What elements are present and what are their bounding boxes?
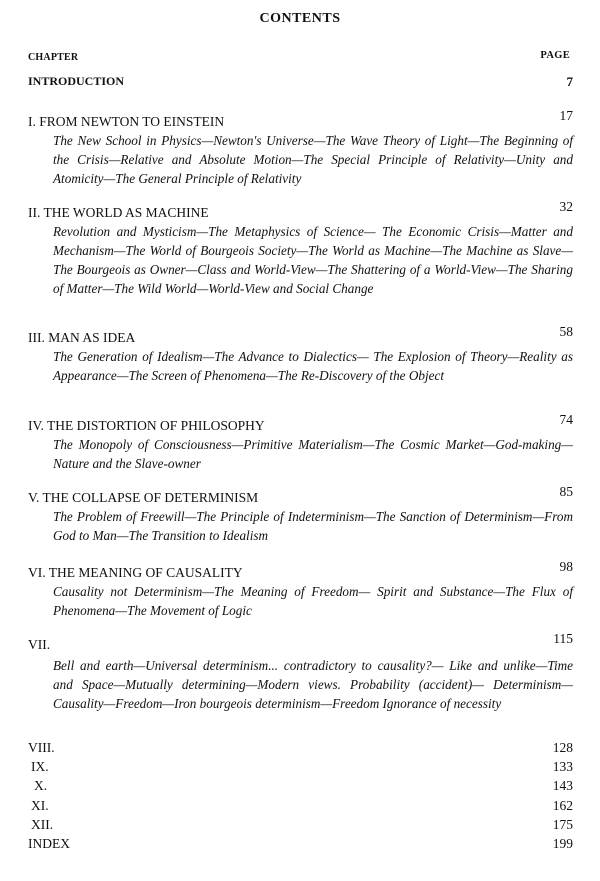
chapter-page: 85: [559, 484, 573, 499]
chapter-page: 115: [553, 631, 573, 646]
introduction-label: INTRODUCTION: [28, 74, 125, 88]
entry-label: INDEX: [28, 836, 70, 851]
entry-page: 199: [552, 836, 573, 851]
page-title: CONTENTS: [259, 11, 341, 26]
toc-entry-chapter-3: [28, 324, 573, 385]
chapter-description: The Problem of Freewill—The Principle of Indeterminism—The Sanction of Determinism—From God to Man—The Transition to Idealism: [53, 509, 573, 543]
chapter-heading: V. THE COLLAPSE OF DETERMINISM: [28, 490, 259, 505]
chapter-description: Bell and earth—Universal determinism... contradictory to causality?— Like and unlike—Time and Space—Mutually determining—Modern views. Probability (accident)— Determinism—Causality—Freedom—Iron bourgeois determinism—Freedom Ignorance of necessity: [53, 658, 573, 711]
introduction-page: 7: [566, 74, 573, 89]
toc-entry-chapter-11: [28, 798, 573, 815]
entry-page: 133: [552, 759, 573, 774]
entry-label: IX.: [31, 759, 49, 774]
chapter-page: 32: [559, 199, 573, 214]
chapter-description: The Generation of Idealism—The Advance to Dialectics— The Explosion of Theory—Reality as Appearance—The Screen of Phenomena—The Re-Discovery of the Object: [53, 349, 573, 383]
chapter-heading: II. THE WORLD AS MACHINE: [28, 205, 209, 220]
chapter-heading: I. FROM NEWTON TO EINSTEIN: [28, 114, 225, 129]
toc-introduction: [28, 74, 573, 90]
toc-entry-chapter-6: [28, 559, 573, 620]
toc-entry-chapter-4: [28, 412, 573, 473]
chapter-page: 98: [559, 559, 573, 574]
entry-page: 175: [552, 817, 573, 832]
toc-entry-chapter-1: [28, 108, 573, 188]
toc-entry-chapter-8: [28, 740, 573, 757]
chapter-page: 74: [559, 412, 573, 427]
chapter-page: 17: [559, 108, 573, 123]
entry-label: XI.: [31, 798, 49, 813]
entry-page: 162: [552, 798, 573, 813]
chapter-description: Causality not Determinism—The Meaning of Freedom— Spirit and Substance—The Flux of Phenomena—The Movement of Logic: [53, 584, 573, 618]
page-column-header: PAGE: [540, 50, 570, 61]
toc-entry-index: [28, 836, 573, 853]
chapter-heading: III. MAN AS IDEA: [28, 330, 136, 345]
chapter-description: Revolution and Mysticism—The Metaphysics of Science— The Economic Crisis—Matter and Mechanism—The World of Bourgeois Society—The World as Machine—The Machine as Slave—The Bourgeois as Owner—Class and World-View—The Shattering of a World-View—The Sharing of Matter—The Wild World—World-View and Social Change: [53, 224, 573, 296]
entry-label: XII.: [31, 817, 54, 832]
toc-entry-chapter-12: [28, 817, 573, 834]
chapter-description: The New School in Physics—Newton's Universe—The Wave Theory of Light—The Beginning of the Crisis—Relative and Absolute Motion—The Special Principle of Relativity—Unity and Atomicity—The General Principle of Relativity: [53, 133, 573, 186]
chapter-column-header: CHAPTER: [28, 52, 79, 63]
toc-entry-chapter-2: [28, 199, 573, 298]
entry-label: VIII.: [28, 740, 55, 755]
toc-entry-chapter-5: [28, 484, 573, 545]
entry-page: 143: [552, 778, 573, 793]
chapter-heading: VII.: [28, 637, 51, 652]
toc-entry-chapter-10: [28, 778, 573, 795]
chapter-heading: IV. THE DISTORTION OF PHILOSOPHY: [28, 418, 265, 433]
entry-label: X.: [34, 778, 48, 793]
toc-entry-chapter-7: [28, 631, 573, 713]
chapter-page: 58: [559, 324, 573, 339]
toc-entry-chapter-9: [28, 759, 573, 776]
entry-page: 128: [552, 740, 573, 755]
chapter-heading: VI. THE MEANING OF CAUSALITY: [28, 565, 243, 580]
chapter-description: The Monopoly of Consciousness—Primitive Materialism—The Cosmic Market—God-making—Nature and the Slave-owner: [53, 437, 573, 471]
